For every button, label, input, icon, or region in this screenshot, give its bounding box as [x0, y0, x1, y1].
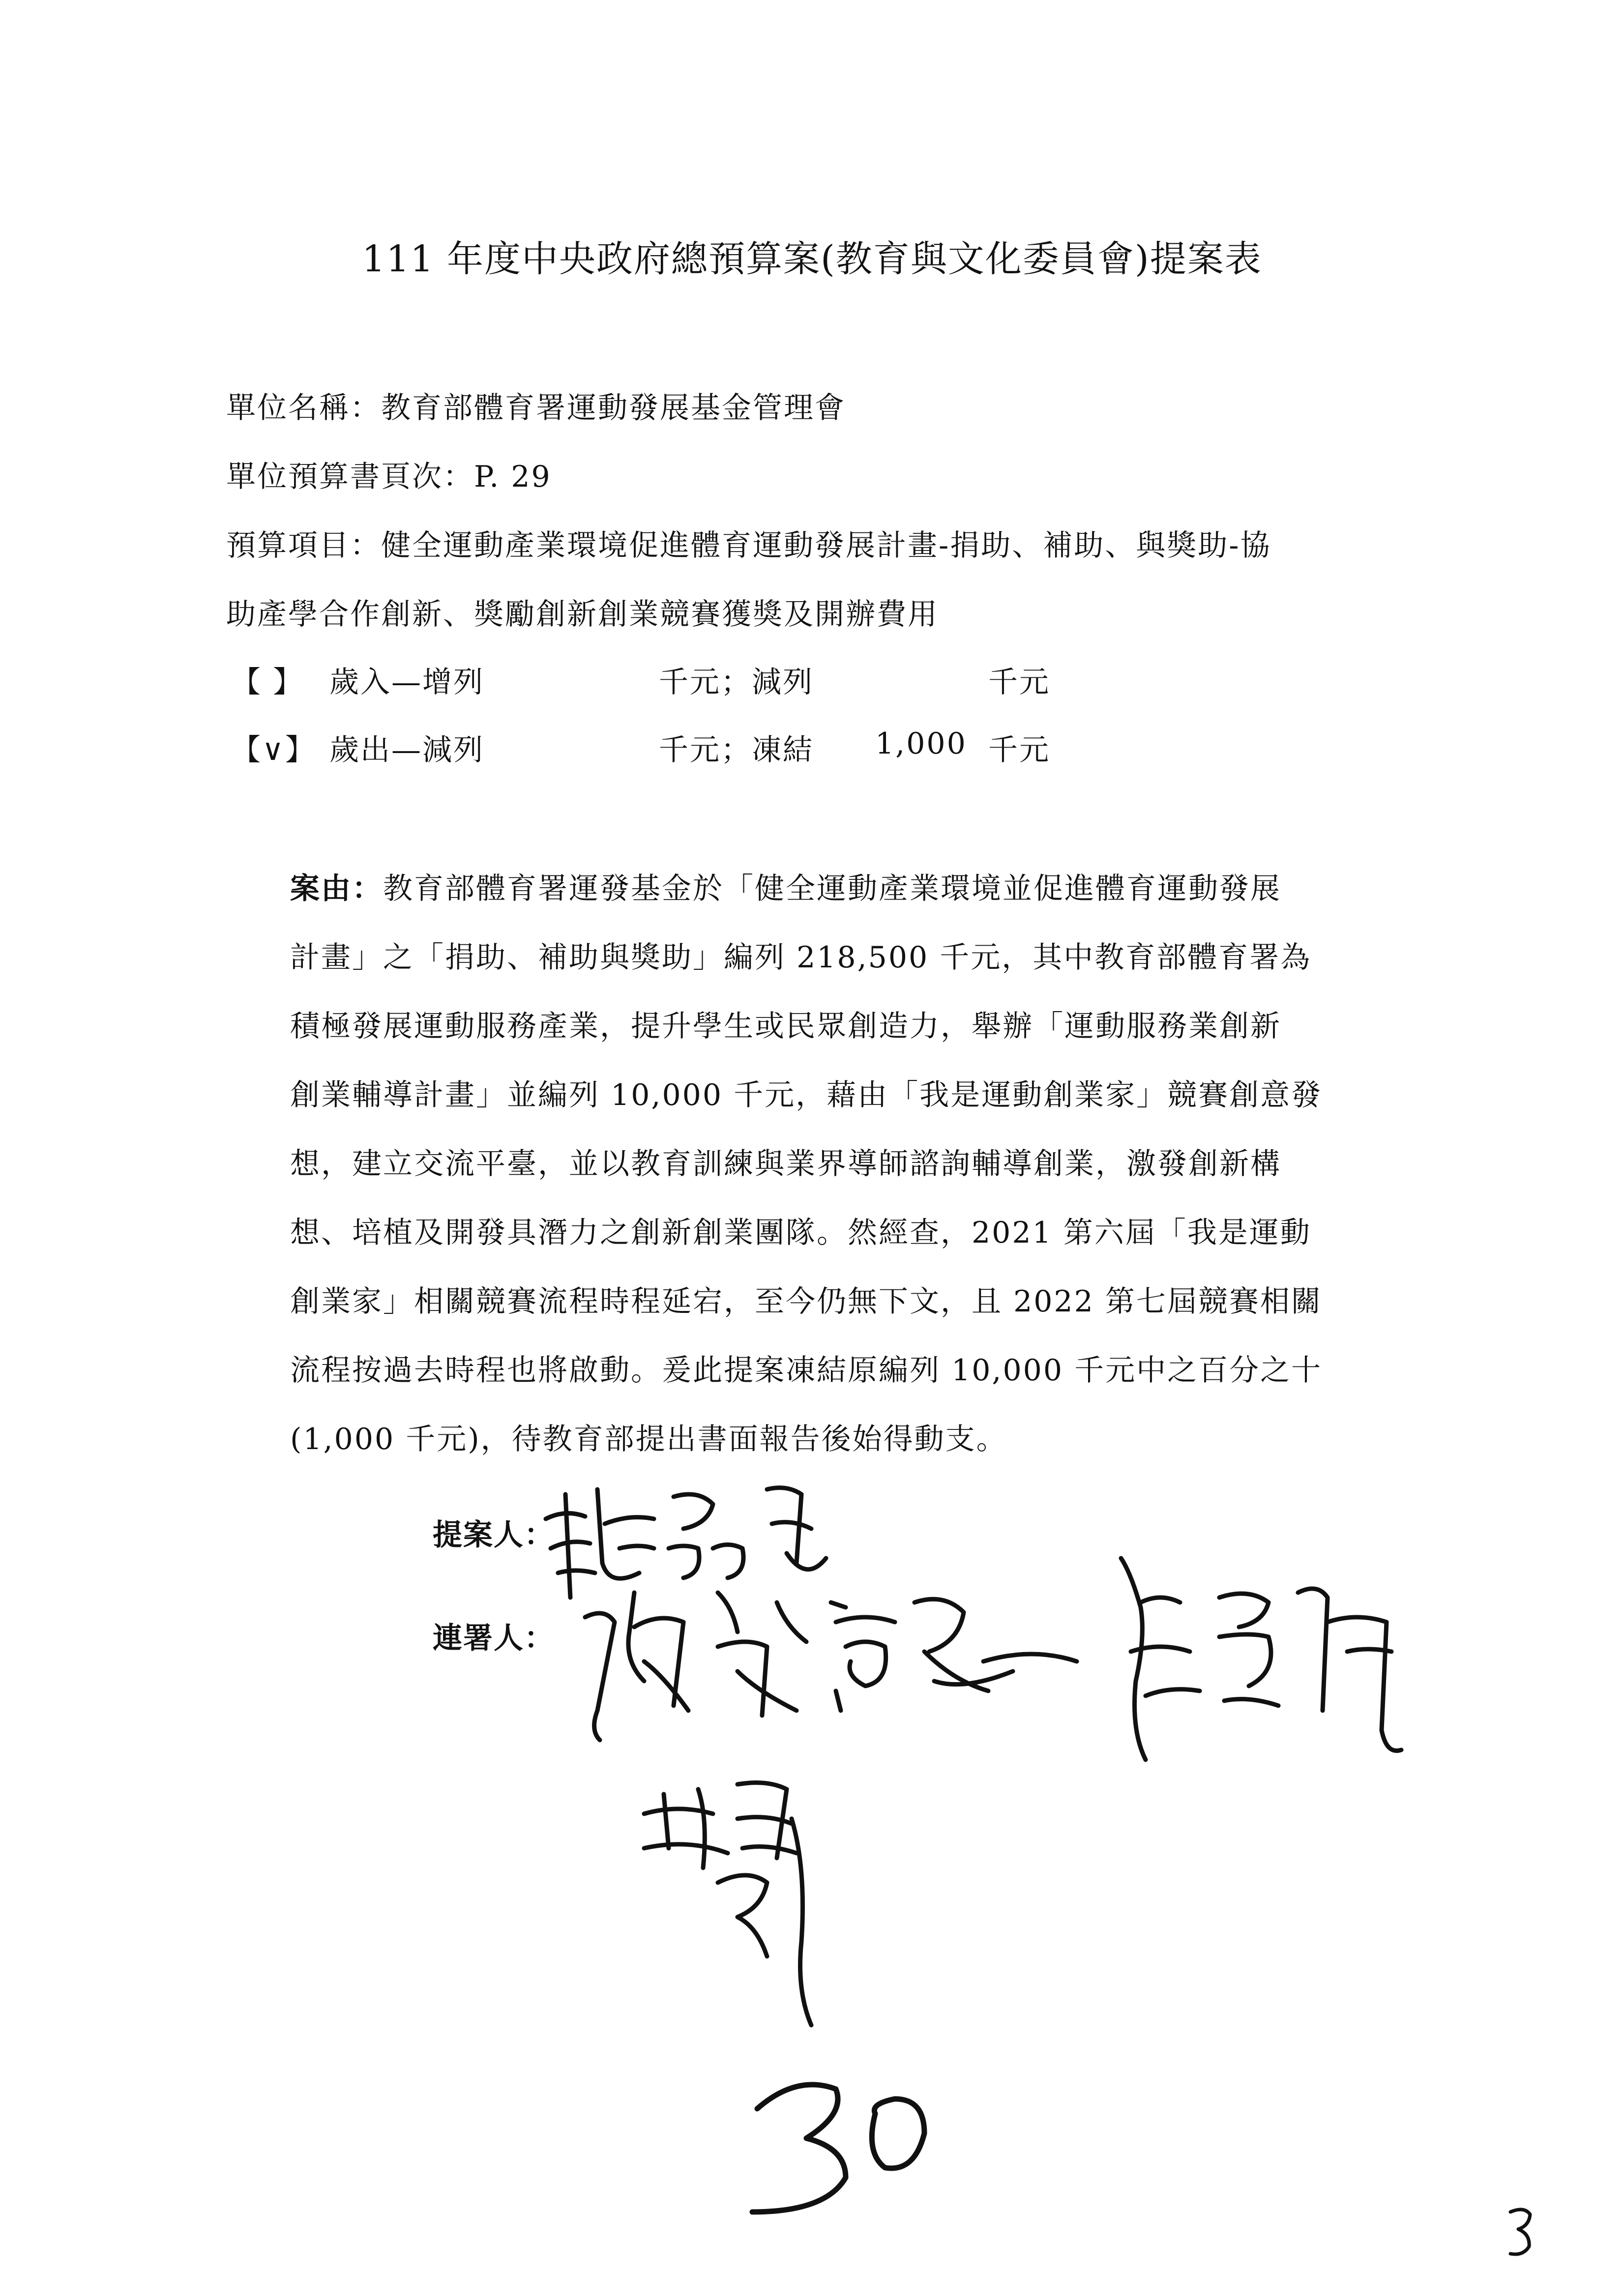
- expense-label: 歲出—減列: [329, 733, 484, 767]
- unit-name-label: 單位名稱：: [226, 391, 381, 425]
- cosigner-signature-1: [585, 1593, 1077, 1740]
- document-title: 111 年度中央政府總預算案(教育與文化委員會)提案表: [362, 238, 1262, 280]
- reason-line-2: 計畫」之「捐助、補助與獎助」編列 218,500 千元，其中教育部體育署為: [290, 940, 1312, 975]
- revenue-unit1: 千元；減列: [659, 665, 814, 699]
- cosigner-signature-3: [644, 1783, 811, 2025]
- revenue-unit2: 千元: [988, 665, 1050, 699]
- expense-unit1: 千元；凍結: [659, 733, 814, 767]
- reason-line-9: (1,000 千元)，待教育部提出書面報告後始得動支。: [290, 1422, 1007, 1456]
- page-ref-value: P. 29: [474, 460, 552, 494]
- reason-line-4: 創業輔導計畫」並編列 10,000 千元，藉由「我是運動創業家」競賽創意發: [290, 1078, 1323, 1112]
- proposer-signature: [546, 1488, 826, 1598]
- reason-line-3: 積極發展運動服務產業，提升學生或民眾創造力，舉辦「運動服務業創新: [290, 1009, 1281, 1044]
- cosigners-label: 連署人：: [433, 1621, 555, 1656]
- reason-line-7: 創業家」相關競賽流程時程延宕，至今仍無下文，且 2022 第七屆競賽相關: [290, 1284, 1322, 1319]
- proposer-label: 提案人：: [433, 1518, 555, 1552]
- handwritten-number: [752, 2085, 924, 2212]
- reason-line-6: 想、培植及開發具潛力之創新創業團隊。然經查，2021 第六屆「我是運動: [290, 1216, 1311, 1250]
- unit-name-value: 教育部體育署運動發展基金管理會: [381, 391, 846, 425]
- expense-amount: 1,000: [875, 727, 967, 761]
- reason-line-5: 想，建立交流平臺，並以教育訓練與業界導師諮詢輔導創業，激發創新構: [290, 1147, 1281, 1181]
- revenue-label: 歲入—增列: [329, 665, 484, 699]
- cosigner-signature-2: [1121, 1558, 1401, 1760]
- page-ref-label: 單位預算書頁次：: [226, 460, 474, 494]
- expense-checkbox: 【∨】: [231, 733, 316, 767]
- budget-item-label: 預算項目：: [226, 528, 381, 563]
- budget-item-line2: 助產學合作創新、獎勵創新創業競賽獲獎及開辦費用: [226, 597, 939, 632]
- reason-line-8: 流程按過去時程也將啟動。爰此提案凍結原編列 10,000 千元中之百分之十: [290, 1353, 1323, 1388]
- reason-label: 案由：: [290, 872, 383, 906]
- expense-unit2: 千元: [988, 733, 1050, 767]
- budget-item-line1: 健全運動產業環境促進體育運動發展計畫-捐助、補助、與獎助-協: [381, 528, 1271, 563]
- revenue-checkbox: 【 】: [231, 665, 304, 699]
- page-number-mark: [1510, 2209, 1530, 2254]
- reason-text-1: 教育部體育署運發基金於「健全運動產業環境並促進體育運動發展: [383, 872, 1281, 906]
